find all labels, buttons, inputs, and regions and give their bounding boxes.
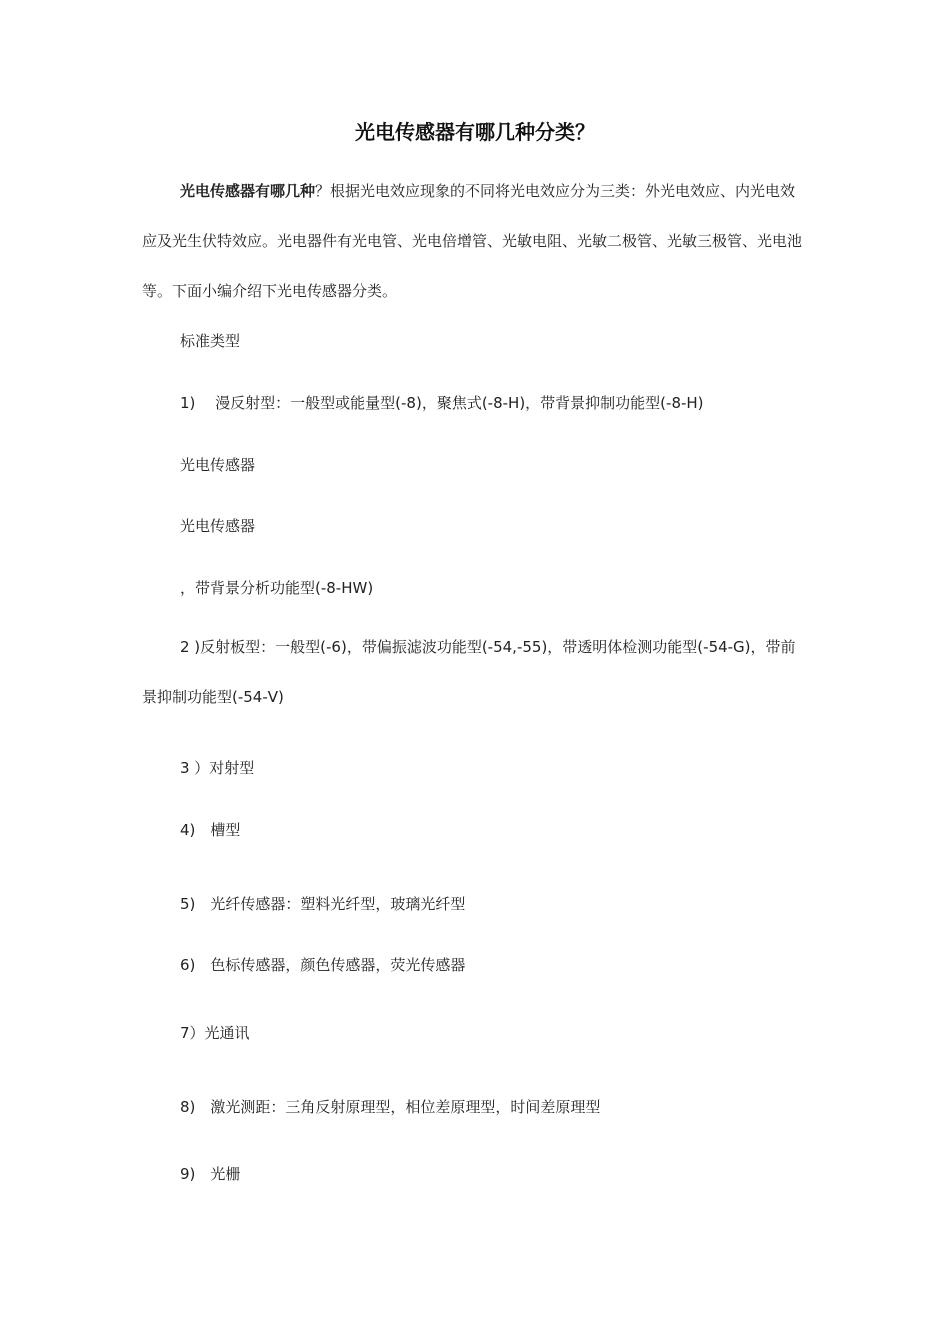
list-item-1-continued: ，带背景分析功能型(-8-HW) bbox=[180, 579, 374, 597]
intro-text: ？根据光电效应现象的不同将光电效应分为三类：外光电效应、内光电效应及光生伏特效应。光电器件有光电管、光电倍增管、光敏电阻、光敏二极管、光敏三极管、光电池等。下面小编介绍下光电传感器分类。 bbox=[142, 182, 803, 300]
list-item-1: 1) 漫反射型：一般型或能量型(-8)，聚焦式(-8-H)，带背景抑制功能型(-8-H) bbox=[180, 394, 704, 412]
list-item-6: 6) 色标传感器，颜色传感器，荧光传感器 bbox=[180, 956, 466, 974]
list-item-3: 3 ）对射型 bbox=[180, 759, 255, 777]
sensor-label-a: 光电传感器 bbox=[180, 456, 256, 474]
list-item-9: 9) 光栅 bbox=[180, 1165, 241, 1183]
list-item-2: 2 )反射板型：一般型(-6)，带偏振滤波功能型(-54,-55)，带透明体检测功能型(-54-G)，带前景抑制功能型(-54-V) bbox=[142, 638, 796, 706]
heading-standard-type: 标准类型 bbox=[180, 332, 241, 350]
sensor-label-b: 光电传感器 bbox=[180, 517, 256, 535]
list-item-7: 7）光通讯 bbox=[180, 1024, 250, 1042]
list-item-5: 5) 光纤传感器：塑料光纤型，玻璃光纤型 bbox=[180, 895, 466, 913]
intro-bold-text: 光电传感器有哪几种 bbox=[180, 182, 316, 200]
intro-paragraph bbox=[142, 166, 810, 316]
list-item-8: 8) 激光测距：三角反射原理型，相位差原理型，时间差原理型 bbox=[180, 1098, 601, 1116]
list-item-4: 4) 槽型 bbox=[180, 821, 241, 839]
document-title: 光电传感器有哪几种分类？ bbox=[355, 120, 595, 144]
